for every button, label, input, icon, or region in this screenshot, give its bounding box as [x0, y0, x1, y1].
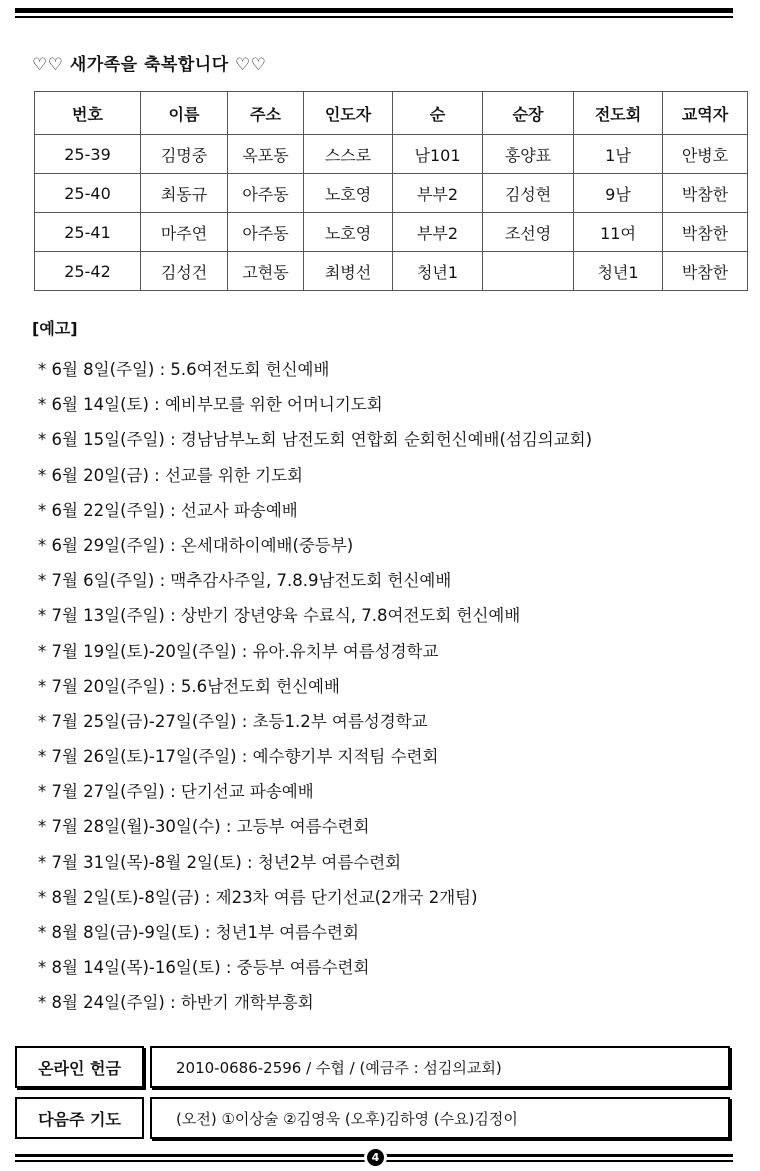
col-header: 교역자	[663, 92, 748, 135]
list-item: * 6월 15일(주일) : 경남남부노회 남전도회 연합회 순회헌신예배(섬김의교회)	[38, 430, 593, 450]
top-rule	[15, 8, 733, 13]
table-cell: 최병선	[304, 252, 393, 291]
list-item: * 6월 14일(토) : 예비부모를 위한 어머니기도회	[38, 395, 383, 415]
table-cell: 11여	[574, 213, 663, 252]
table-cell: 청년1	[574, 252, 663, 291]
list-item: * 6월 20일(금) : 선교를 위한 기도회	[38, 465, 303, 485]
table-cell: 조선영	[483, 213, 574, 252]
list-item: * 7월 13일(주일) : 상반기 장년양육 수료식, 7.8여전도회 헌신예배	[38, 606, 521, 626]
col-header: 번호	[35, 92, 141, 135]
table-cell: 안병호	[663, 135, 748, 174]
table-cell: 25-41	[35, 213, 141, 252]
table-cell: 아주동	[228, 213, 304, 252]
col-header: 전도회	[574, 92, 663, 135]
col-header: 이름	[141, 92, 228, 135]
list-item: * 6월 29일(주일) : 온세대하이예배(중등부)	[38, 535, 354, 555]
table-cell: 노호영	[304, 174, 393, 213]
table-row	[35, 135, 748, 174]
table-cell: 고현동	[228, 252, 304, 291]
online-offering-label: 온라인 헌금	[15, 1046, 144, 1088]
list-item: * 7월 27일(주일) : 단기선교 파송예배	[38, 782, 314, 802]
table-cell: 1남	[574, 135, 663, 174]
table-row	[35, 174, 748, 213]
table-header-row	[35, 92, 748, 135]
list-item: * 7월 19일(토)-20일(주일) : 유아.유치부 여름성경학교	[38, 641, 439, 661]
col-header: 인도자	[304, 92, 393, 135]
table-cell: 아주동	[228, 174, 304, 213]
table-cell: 옥포동	[228, 135, 304, 174]
table-cell: 박참한	[663, 174, 748, 213]
next-prayer-value: (오전) ①이상술 ②김영욱 (오후)김하영 (수요)김정이	[150, 1097, 730, 1139]
table-cell	[483, 252, 574, 291]
table-cell: 마주연	[141, 213, 228, 252]
new-family-heading: ♡♡ 새가족을 축복합니다 ♡♡	[32, 55, 267, 75]
list-item: * 7월 28일(월)-30일(수) : 고등부 여름수련회	[38, 817, 370, 837]
table-cell: 김명중	[141, 135, 228, 174]
list-item: * 8월 8일(금)-9일(토) : 청년1부 여름수련회	[38, 923, 359, 942]
list-item: * 7월 6일(주일) : 맥추감사주일, 7.8.9남전도회 헌신예배	[38, 571, 452, 591]
table-cell: 남101	[393, 135, 483, 174]
table-cell: 최동규	[141, 174, 228, 213]
table-row	[35, 213, 748, 252]
event-list	[38, 352, 592, 1021]
table-cell: 스스로	[304, 135, 393, 174]
table-cell: 9남	[574, 174, 663, 213]
next-prayer-label: 다음주 기도	[15, 1097, 144, 1139]
table-row	[35, 252, 748, 291]
table-cell: 홍양표	[483, 135, 574, 174]
list-item: * 8월 14일(목)-16일(토) : 중등부 여름수련회	[38, 958, 370, 978]
table-cell: 25-39	[35, 135, 141, 174]
table-cell: 김성건	[141, 252, 228, 291]
list-item: * 7월 25일(금)-27일(주일) : 초등1.2부 여름성경학교	[38, 711, 428, 731]
table-cell: 청년1	[393, 252, 483, 291]
col-header: 순	[393, 92, 483, 135]
table-cell: 부부2	[393, 213, 483, 252]
list-item: * 7월 20일(주일) : 5.6남전도회 헌신예배	[38, 676, 340, 696]
table-cell: 노호영	[304, 213, 393, 252]
notice-title: [예고]	[32, 319, 78, 338]
page-number: 4	[367, 1149, 384, 1166]
table-cell: 부부2	[393, 174, 483, 213]
top-rule-thin	[15, 16, 733, 18]
table-cell: 박참한	[663, 252, 748, 291]
table-cell: 김성현	[483, 174, 574, 213]
list-item: * 6월 22일(주일) : 선교사 파송예배	[38, 500, 298, 520]
table-cell: 25-40	[35, 174, 141, 213]
list-item: * 8월 24일(주일) : 하반기 개학부흥회	[38, 993, 314, 1013]
new-family-table	[34, 91, 748, 291]
online-offering-value: 2010-0686-2596 / 수협 / (예금주 : 섬김의교회)	[150, 1046, 730, 1088]
list-item: * 7월 26일(토)-17일(주일) : 예수향기부 지적팀 수련회	[38, 747, 439, 767]
list-item: * 7월 31일(목)-8월 2일(토) : 청년2부 여름수련회	[38, 852, 402, 872]
col-header: 순장	[483, 92, 574, 135]
col-header: 주소	[228, 92, 304, 135]
table-cell: 박참한	[663, 213, 748, 252]
list-item: * 8월 2일(토)-8일(금) : 제23차 여름 단기선교(2개국 2개팀)	[38, 887, 478, 907]
list-item: * 6월 8일(주일) : 5.6여전도회 헌신예배	[38, 360, 330, 379]
table-cell: 25-42	[35, 252, 141, 291]
